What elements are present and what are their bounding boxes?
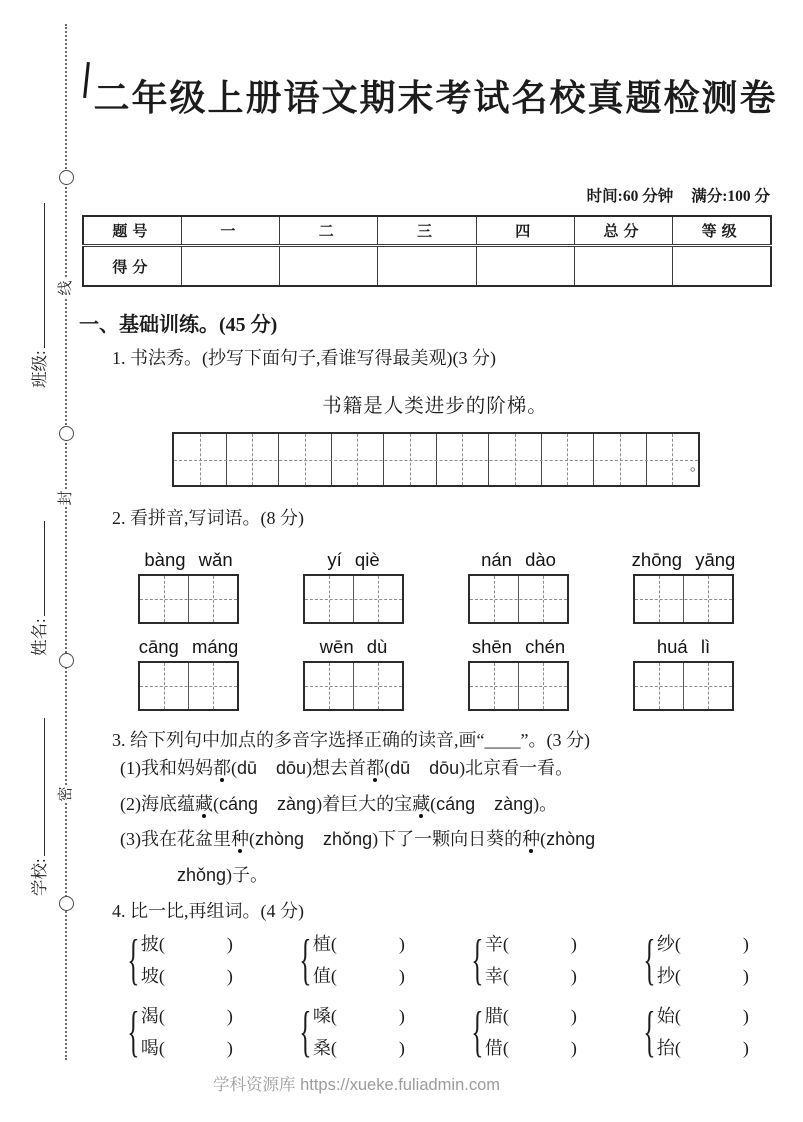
school-field — [24, 718, 52, 896]
seal-line-circle — [59, 653, 74, 668]
question-3-line — [120, 822, 595, 858]
pinyin-option: dū dōu — [390, 758, 460, 778]
close-paren: ) — [226, 1038, 233, 1058]
time-limit: 时间:60 分钟 — [586, 188, 674, 205]
open-paren: ( — [158, 934, 165, 954]
handwriting-grid — [172, 432, 700, 487]
seal-char-feng: 封 — [58, 490, 74, 506]
close-paren: ) — [226, 1006, 233, 1026]
question-3-line — [177, 858, 595, 894]
close-paren: ) — [742, 1038, 749, 1058]
school-label: 学校: — [30, 858, 49, 896]
answer-cell — [684, 663, 732, 709]
dotted-character: 种 — [522, 829, 541, 849]
word-pair-line — [313, 960, 405, 992]
close-paren: ) — [226, 966, 233, 986]
score-empty-cell — [476, 246, 574, 287]
answer-cell — [684, 576, 732, 622]
text-segment: ( — [540, 829, 547, 849]
dotted-character: 都 — [213, 758, 231, 778]
answer-cell — [354, 663, 402, 709]
word-pair — [644, 1000, 803, 1064]
question-3-line — [120, 787, 595, 823]
close-paren: ) — [742, 1006, 749, 1026]
word-pair-column — [313, 1000, 405, 1064]
sentence-period: 。 — [690, 458, 706, 474]
answer-box — [468, 574, 569, 624]
character: 始 — [656, 1006, 675, 1026]
word-pair — [300, 1000, 472, 1064]
character: 坡 — [140, 966, 159, 986]
word-pair — [128, 928, 300, 992]
brace-icon: { — [643, 929, 656, 991]
score-empty-cell — [280, 246, 378, 287]
word-pair-grid — [128, 928, 803, 1064]
answer-box — [138, 661, 239, 711]
answer-cell — [140, 576, 189, 622]
school-blank-line — [31, 718, 45, 856]
open-paren: ( — [674, 966, 681, 986]
brace-icon: { — [471, 1001, 484, 1063]
score-table-header-row — [83, 216, 771, 246]
answer-cell — [470, 576, 519, 622]
open-paren: ( — [502, 934, 509, 954]
open-paren: ( — [674, 1038, 681, 1058]
handwriting-cell — [594, 434, 647, 485]
answer-box — [633, 574, 734, 624]
word-pair-column — [141, 928, 233, 992]
brace-icon: { — [299, 1001, 312, 1063]
close-paren: ) — [570, 1006, 577, 1026]
word-pair-column — [657, 928, 749, 992]
pinyin-text: zhōng yāng — [631, 549, 736, 570]
word-pair-line — [485, 1032, 577, 1064]
pinyin-word-group — [303, 549, 404, 624]
answer-cell — [189, 576, 237, 622]
pinyin-option: cáng zàng — [219, 793, 317, 814]
answer-cell — [519, 576, 567, 622]
handwriting-cell — [384, 434, 437, 485]
character: 腊 — [484, 1006, 503, 1026]
word-pair-column — [141, 1000, 233, 1064]
open-paren: ( — [158, 1038, 165, 1058]
word-pair-line — [313, 1032, 405, 1064]
answer-cell — [635, 663, 684, 709]
pinyin-option: dū dōu — [237, 758, 307, 778]
copy-sentence: 书籍是人类进步的阶梯。 — [322, 396, 548, 417]
text-segment: ( — [384, 758, 391, 778]
answer-cell — [140, 663, 189, 709]
seal-char-line: 线 — [58, 280, 74, 296]
word-pair-line — [657, 1000, 749, 1032]
question-1-label: 1. 书法秀。(抄写下面句子,看谁写得最美观)(3 分) — [112, 348, 496, 368]
answer-cell — [354, 576, 402, 622]
answer-cell — [305, 576, 354, 622]
close-paren: ) — [226, 934, 233, 954]
text-segment: )想去首 — [306, 758, 367, 778]
pinyin-option: zhǒng — [177, 864, 227, 885]
close-paren: ) — [398, 966, 405, 986]
brace-icon: { — [471, 929, 484, 991]
score-table-score-row — [83, 246, 771, 287]
pinyin-word-group — [138, 549, 239, 624]
score-empty-cell — [673, 246, 771, 287]
handwriting-cell — [489, 434, 542, 485]
character: 桑 — [312, 1038, 331, 1058]
answer-cell — [519, 663, 567, 709]
seal-line-circle — [59, 170, 74, 185]
answer-cell — [305, 663, 354, 709]
brace-icon: { — [127, 1001, 140, 1063]
dotted-character: 藏 — [412, 793, 431, 814]
answer-box — [303, 661, 404, 711]
open-paren: ( — [158, 966, 165, 986]
question-4-label: 4. 比一比,再组词。(4 分) — [112, 901, 304, 921]
answer-cell — [470, 663, 519, 709]
pinyin-row-1 — [138, 549, 734, 624]
answer-box — [468, 661, 569, 711]
word-pair — [472, 928, 644, 992]
word-pair-column — [657, 1000, 749, 1064]
text-segment: ( — [430, 793, 437, 814]
close-paren: ) — [570, 934, 577, 954]
text-segment: ( — [231, 758, 237, 778]
name-label: 姓名: — [30, 618, 49, 656]
dotted-character: 都 — [366, 758, 385, 778]
word-pair-line — [141, 1032, 233, 1064]
character: 嗓 — [312, 1006, 331, 1026]
pinyin-option: zhòng zhǒng — [255, 829, 373, 849]
score-table-header-cell: 四 — [476, 216, 574, 246]
question-2-label: 2. 看拼音,写词语。(8 分) — [112, 508, 304, 528]
dotted-character: 藏 — [195, 793, 213, 814]
pinyin-text: huá lì — [656, 636, 711, 657]
brace-icon: { — [127, 929, 140, 991]
open-paren: ( — [674, 934, 681, 954]
pinyin-text: yí qiè — [327, 549, 380, 570]
character: 植 — [312, 934, 331, 954]
pinyin-text: bàng wǎn — [144, 549, 233, 570]
handwriting-cell — [279, 434, 332, 485]
handwriting-cell — [332, 434, 385, 485]
word-pair — [472, 1000, 644, 1064]
open-paren: ( — [502, 1006, 509, 1026]
word-pair-column — [485, 928, 577, 992]
character: 喝 — [140, 1038, 159, 1058]
word-pair — [128, 1000, 300, 1064]
handwriting-cell — [227, 434, 280, 485]
answer-box — [303, 574, 404, 624]
close-paren: ) — [398, 934, 405, 954]
character: 纱 — [656, 934, 675, 954]
character: 值 — [312, 966, 331, 986]
score-table-header-cell: 三 — [378, 216, 476, 246]
class-blank-line — [31, 203, 45, 348]
open-paren: ( — [502, 966, 509, 986]
section-heading: 一、基础训练。(45 分) — [79, 314, 278, 336]
text-segment: ( — [213, 793, 219, 814]
handwriting-cell — [174, 434, 227, 485]
score-empty-cell — [574, 246, 672, 287]
pinyin-word-group — [138, 636, 239, 711]
close-paren: ) — [570, 1038, 577, 1058]
score-empty-cell — [181, 246, 279, 287]
score-empty-cell — [378, 246, 476, 287]
close-paren: ) — [742, 966, 749, 986]
pinyin-word-group — [468, 549, 569, 624]
word-pair-line — [141, 960, 233, 992]
page-title: 二年级上册语文期末考试名校真题检测卷 — [93, 78, 778, 118]
character: 幸 — [484, 966, 503, 986]
text-segment: ( — [249, 829, 255, 849]
answer-cell — [635, 576, 684, 622]
open-paren: ( — [330, 1006, 337, 1026]
dotted-character: 种 — [231, 829, 249, 849]
pinyin-option: zhòng — [546, 829, 596, 849]
open-paren: ( — [330, 1038, 337, 1058]
close-paren: ) — [398, 1038, 405, 1058]
open-paren: ( — [158, 1006, 165, 1026]
pinyin-text: wēn dù — [319, 636, 388, 657]
close-paren: ) — [742, 934, 749, 954]
score-row-label: 得分 — [83, 246, 181, 287]
open-paren: ( — [674, 1006, 681, 1026]
handwriting-cell — [437, 434, 490, 485]
open-paren: ( — [330, 934, 337, 954]
pinyin-word-group — [633, 549, 734, 624]
question-3-line — [120, 751, 595, 787]
watermark-text: 学科资源库 https://xueke.fuliadmin.com — [213, 1076, 501, 1094]
answer-box — [633, 661, 734, 711]
name-field — [24, 521, 52, 656]
word-pair — [300, 928, 472, 992]
word-pair-line — [485, 960, 577, 992]
seal-char-mi: 密 — [58, 786, 74, 802]
word-pair — [644, 928, 803, 992]
word-pair-line — [657, 960, 749, 992]
close-paren: ) — [398, 1006, 405, 1026]
pinyin-text: nán dào — [481, 549, 556, 570]
score-table-header-cell: 题号 — [83, 216, 181, 246]
pinyin-word-group — [303, 636, 404, 711]
full-score: 满分:100 分 — [691, 188, 770, 205]
character: 渴 — [140, 1006, 159, 1026]
name-blank-line — [31, 521, 45, 616]
text-segment: (1)我和妈妈 — [120, 758, 213, 778]
word-pair-line — [313, 1000, 405, 1032]
character: 披 — [140, 934, 159, 954]
close-paren: ) — [570, 966, 577, 986]
text-segment: )下了一颗向日葵的 — [372, 829, 523, 849]
answer-box — [138, 574, 239, 624]
class-label: 班级: — [30, 350, 49, 388]
pinyin-row-2 — [138, 636, 734, 711]
score-table — [82, 215, 772, 287]
word-pair-column — [485, 1000, 577, 1064]
word-pair-line — [485, 928, 577, 960]
pinyin-text: cāng máng — [138, 636, 239, 657]
score-table-header-cell: 一 — [181, 216, 279, 246]
word-pair-column — [313, 928, 405, 992]
score-table-header-cell: 二 — [280, 216, 378, 246]
handwriting-cell — [542, 434, 595, 485]
exam-meta — [587, 184, 770, 206]
character: 抬 — [656, 1038, 675, 1058]
pinyin-word-group — [633, 636, 734, 711]
character: 借 — [484, 1038, 503, 1058]
word-pair-line — [313, 928, 405, 960]
pinyin-word-group — [468, 636, 569, 711]
word-pair-line — [141, 1000, 233, 1032]
word-pair-line — [485, 1000, 577, 1032]
answer-cell — [189, 663, 237, 709]
open-paren: ( — [330, 966, 337, 986]
text-segment: )着巨大的宝 — [316, 793, 413, 814]
class-field — [24, 203, 52, 388]
word-pair-line — [141, 928, 233, 960]
character: 辛 — [484, 934, 503, 954]
score-table-header-cell: 等级 — [673, 216, 771, 246]
text-segment: )。 — [533, 793, 558, 814]
pinyin-text: shēn chén — [471, 636, 566, 657]
brace-icon: { — [643, 1001, 656, 1063]
text-segment: )北京看一看。 — [459, 758, 574, 778]
score-table-header-cell: 总分 — [574, 216, 672, 246]
seal-line-circle — [59, 426, 74, 441]
word-pair-line — [657, 928, 749, 960]
question-3-label: 3. 给下列句中加点的多音字选择正确的读音,画“____”。(3 分) — [112, 730, 590, 750]
character: 抄 — [656, 966, 675, 986]
question-3-items — [120, 751, 595, 893]
pinyin-option: cáng zàng — [436, 793, 534, 814]
seal-line-circle — [59, 896, 74, 911]
text-segment: (3)我在花盆里 — [120, 829, 231, 849]
word-pair-line — [657, 1032, 749, 1064]
text-segment: (2)海底蕴 — [120, 793, 195, 814]
open-paren: ( — [502, 1038, 509, 1058]
text-segment: )子。 — [226, 864, 269, 885]
brace-icon: { — [299, 929, 312, 991]
